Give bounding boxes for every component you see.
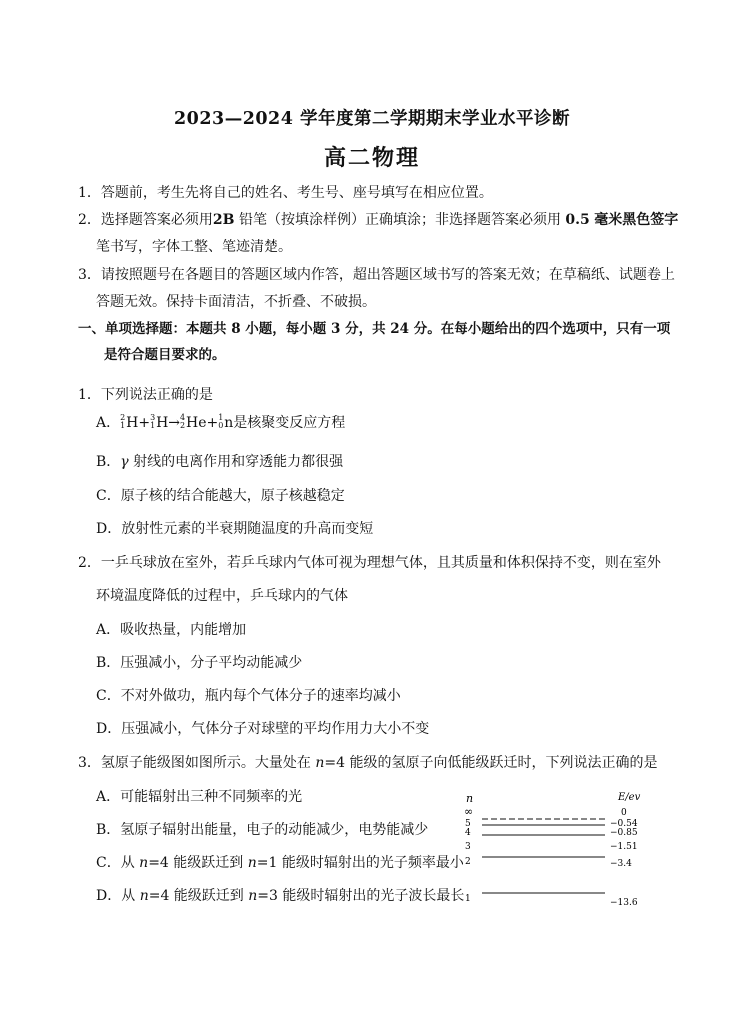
q3-option-d: D．从 n=4 能级跃迁到 n=3 能级时辐射出的光子波长最长 — [96, 888, 465, 904]
q2-option-b: B．压强减小，分子平均动能减少 — [96, 655, 303, 671]
level-e-4: −0.85 — [610, 828, 638, 838]
q1-option-b: B．γ 射线的电离作用和穿透能力都很强 — [96, 454, 344, 470]
q3-option-b: B．氢原子辐射出能量，电子的动能减少，电势能减少 — [96, 822, 429, 838]
level-e-1: −13.6 — [610, 898, 638, 908]
q2-option-c: C．不对外做功，瓶内每个气体分子的速率均减小 — [96, 688, 401, 704]
note-3: 3．请按照题号在各题目的答题区域内作答，超出答题区域书写的答案无效；在草稿纸、试题卷上 — [78, 267, 675, 283]
level-n-5: 5 — [465, 819, 471, 829]
level-n-4: 4 — [465, 828, 471, 838]
exam-subject: 高二物理 — [323, 145, 420, 171]
section-heading: 一、单项选择题：本题共 8 小题，每小题 3 分，共 24 分。在每小题给出的四个选项中，只有一项 — [78, 321, 671, 337]
e-axis-label: E/ev — [618, 792, 641, 803]
q1-option-c: C．原子核的结合能越大，原子核越稳定 — [96, 488, 345, 504]
level-n-3: 3 — [465, 842, 471, 852]
level-e-5: −0.54 — [610, 819, 638, 829]
note-2-continued: 笔书写，字体工整、笔迹清楚。 — [96, 239, 292, 255]
note-1: 1．答题前，考生先将自己的姓名、考生号、座号填写在相应位置。 — [78, 185, 493, 201]
fusion-equation: 2 1 H+ 3 1 H→ 4 2 He+ 1 0 n — [120, 413, 234, 431]
q2-stem-continued: 环境温度降低的过程中，乒乓球内的气体 — [96, 588, 348, 604]
level-n-inf: ∞ — [464, 805, 474, 818]
q1-stem: 1．下列说法正确的是 — [78, 387, 213, 403]
exam-title: 2023—2024 学年度第二学期期末学业水平诊断 — [173, 109, 570, 129]
note-2: 2．选择题答案必须用2B 铅笔（按填涂样例）正确填涂；非选择题答案必须用 0.5 毫米黑色签字 — [78, 212, 679, 228]
q1-option-d: D．放射性元素的半衰期随温度的升高而变短 — [96, 521, 374, 537]
section-heading-continued: 是符合题目要求的。 — [104, 347, 226, 363]
level-n-2: 2 — [465, 857, 471, 867]
q2-option-a: A．吸收热量，内能增加 — [96, 622, 247, 638]
energy-level-diagram — [455, 788, 665, 913]
level-e-3: −1.51 — [610, 842, 638, 852]
q1-option-a: A． 2 1 H+ 3 1 H→ 4 2 He+ 1 0 n是核聚变反应方程 — [96, 413, 346, 431]
level-e-2: −3.4 — [610, 859, 632, 869]
q2-stem: 2．一乒乓球放在室外，若乒乓球内气体可视为理想气体，且其质量和体积保持不变，则在室外 — [78, 555, 661, 571]
q2-option-d: D．压强减小，气体分子对球壁的平均作用力大小不变 — [96, 721, 430, 737]
level-n-1: 1 — [465, 894, 471, 904]
q3-stem: 3．氢原子能级图如图所示。大量处在 n=4 能级的氢原子向低能级跃迁时，下列说法正确的是 — [78, 755, 658, 771]
q3-option-c: C．从 n=4 能级跃迁到 n=1 能级时辐射出的光子频率最小 — [96, 855, 464, 871]
q3-option-a: A．可能辐射出三种不同频率的光 — [96, 789, 303, 805]
level-e-inf: 0 — [621, 808, 627, 818]
note-3-continued: 答题无效。保持卡面清洁，不折叠、不破损。 — [96, 294, 376, 310]
n-axis-label: n — [466, 792, 474, 805]
